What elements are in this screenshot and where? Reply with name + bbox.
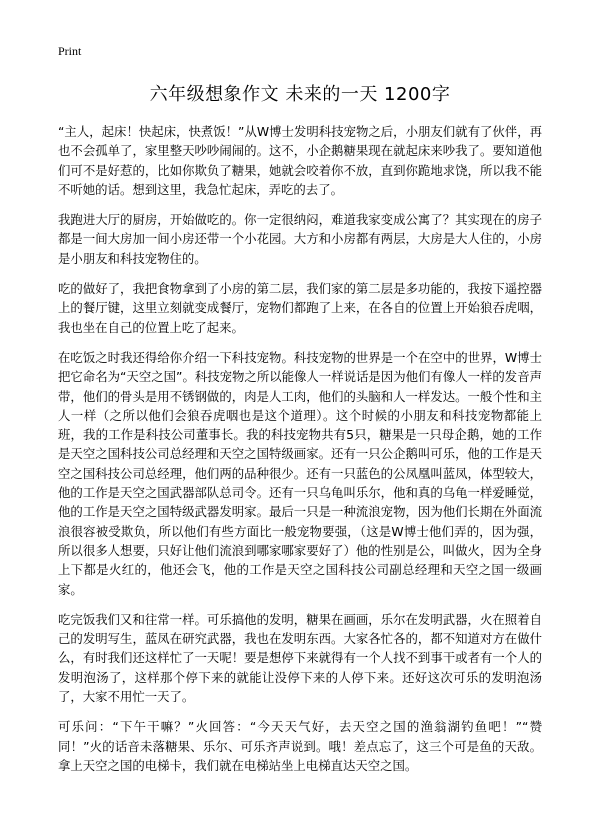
paragraph-pet-introduction: 在吃饭之时我还得给你介绍一下科技宠物。科技宠物的世界是一个在空中的世界，W博士把它命名为“天空之国”。科技宠物之所以能像人一样说话是因为他们有像人一样的发音声带，他们的骨头是用不锈钢做的，肉是人工肉，他们的头脑和人一样发达。一般个性和主人一样（之所以他们会狼吞虎咽也是这个道理）。这个时候的小朋友和科技宠物都能上班，我的工作是科技公司董事长。我的科技宠物共有5只，糖果是一只母企鹅，她的工作是天空之国科技公司总经理和天空之国特级画家。还有一只公企鹅叫可乐，他的工作是天空之国科技公司总经理，他们两的品种很少。还有一只蓝色的公凤凰叫蓝凤，体型较大，他的工作是天空之国武器部队总司令。还有一只乌龟叫乐尔，他和真的乌龟一样爱睡觉，他的工作是天空之国特级武器发明家。最后一只是一种流浪宠物，因为他们长期在外面流浪很容被受欺负，所以他们有些方面比一般宠物要强，（这是W博士他们弄的，因为强，所以很多人想要，只好让他们流浪到哪家哪家要好了）他的性别是公，叫做火，因为全身上下都是火红的，他还会飞，他的工作是天空之国科技公司副总经理和天空之国一级画家。 xyxy=(58,349,542,597)
paragraph-kitchen: 我跑进大厅的厨房，开始做吃的。你一定很纳闷，难道我家变成公寓了？其实现在的房子都是一间大房加一间小房还带一个小花园。大方和小房都有两层，大房是大人住的，小房是小朋友和科技宠物住的。 xyxy=(58,212,542,266)
print-link[interactable]: Print xyxy=(58,44,82,58)
paragraph-afternoon-plan: 可乐问：“下午干嘛？”火回答：“今天天气好，去天空之国的渔翁湖钓鱼吧！”“赞同！”火的话音未落糖果、乐尔、可乐齐声说到。哦！差点忘了，这三个可是鱼的天敌。拿上天空之国的电梯卡，我们就在电梯站坐上电梯直达天空之国。 xyxy=(58,719,542,773)
document-title: 六年级想象作文 未来的一天 1200字 xyxy=(149,84,451,105)
paragraph-wake-up: “主人，起床！快起床，快煮饭！”从W博士发明科技宠物之后，小朋友们就有了伙伴，再也不会孤单了，家里整天吵吵闹闹的。这不，小企鹅糖果现在就起床来吵我了。要知道他们可不是好惹的，比如你欺负了糖果，她就会咬着你不放，直到你跪地求饶，所以我不能不听她的话。想到这里，我急忙起床，弄吃的去了。 xyxy=(58,124,542,197)
paragraph-after-meal: 吃完饭我们又和往常一样。可乐搞他的发明，糖果在画画，乐尔在发明武器，火在照着自己的发明写生，蓝凤在研究武器，我也在发明东西。大家各忙各的，都不知道对方在做什么，有时我们还这样忙了一天呢！要是想停下来就得有一个人找不到事干或者有一个人的发明泡汤了，这样那个停下来的就能让没停下来的人停下来。还好这次可乐的发明泡汤了，大家不用忙一天了。 xyxy=(58,611,542,705)
paragraph-breakfast: 吃的做好了，我把食物拿到了小房的第二层，我们家的第二层是多功能的，我按下遥控器上的餐厅键，这里立刻就变成餐厅，宠物们都跑了上来，在各自的位置上开始狼吞虎咽，我也坐在自己的位置上吃了起来。 xyxy=(58,281,542,335)
